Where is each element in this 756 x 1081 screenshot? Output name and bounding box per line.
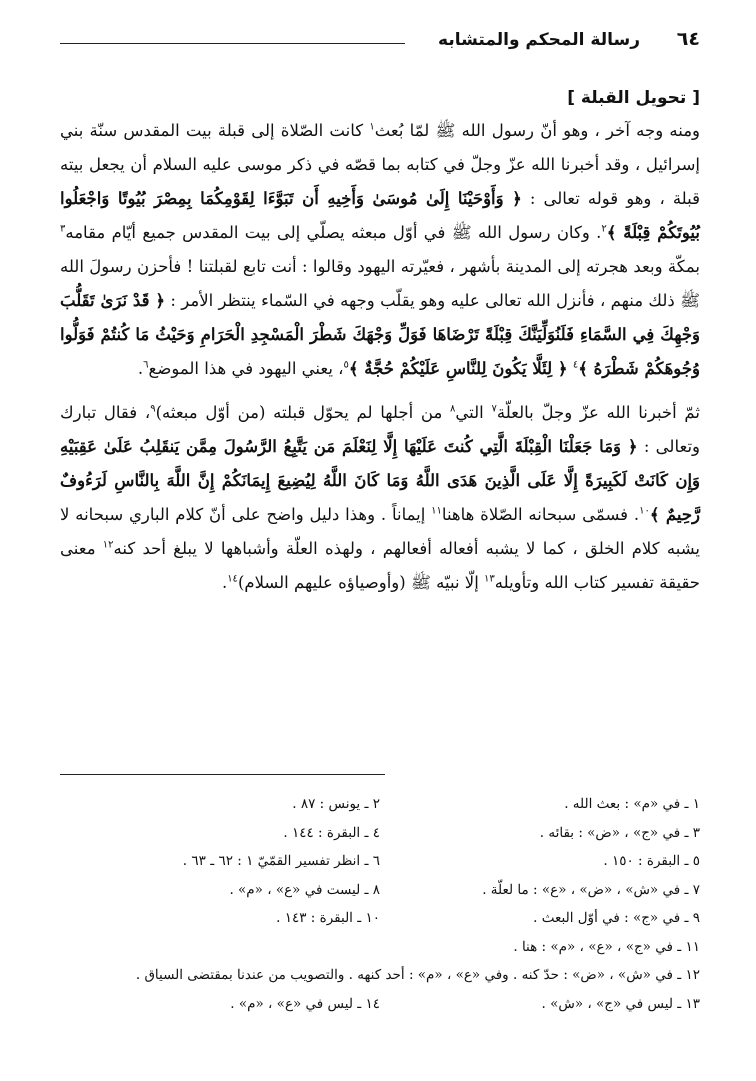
footnote-ref: ١٠ — [639, 505, 650, 517]
running-title: رسالة المحكم والمتشابه — [438, 30, 640, 50]
footnote-5: ٥ ـ البقرة : ١٥٠ . — [603, 853, 700, 869]
footnote-1: ١ ـ في «م» : بعث الله . — [564, 796, 700, 812]
footnotes — [60, 790, 700, 1018]
text: . — [221, 573, 228, 592]
quran-verse: ﴿ لِئَلَّا يَكُونَ لِلنَّاسِ عَلَيْكُمْ حُجَّةٌ ﴾ — [348, 359, 568, 378]
footnote-row — [60, 933, 700, 962]
text: إيماناً . وهذا دليل واضح على أنّ كلام الباري سبحانه لا يشبه كلام الخلق ، كما لا يشبه أفعاله أفعالهم ، ولهذه العلّة وأشباهها لا يبلغ أحد كنه — [60, 505, 701, 558]
text: ، فقال تبارك وتعالى : — [60, 403, 701, 456]
section-heading: [ تحويل القبلة ] — [567, 88, 700, 108]
footnote-ref: ٦ — [143, 359, 149, 371]
footnote-9: ٩ ـ في «ج» : في أوّل البعث . — [533, 910, 700, 926]
footnote-ref: ٤ — [572, 359, 579, 371]
footnote-separator — [60, 774, 385, 775]
text: ، يعني اليهود في هذا الموضع — [148, 359, 344, 378]
footnote-row — [60, 790, 700, 819]
text: . وكان رسول الله ﷺ في أوّل مبعثه يصلّي إلى بيت المقدس جميع أيّام مقامه — [65, 223, 602, 242]
footnote-row — [60, 819, 700, 848]
quran-verse: ﴿ وَأَوْحَيْنَا إِلَىٰ مُوسَىٰ وَأَخِيهِ أَن تَبَوَّءَا لِقَوْمِكُمَا بِمِصْرَ بُيُوتًا وَاجْعَلُوا بُيُوتَكُمْ قِبْلَةً ﴾ — [60, 189, 700, 242]
footnote-ref: ٩ — [150, 403, 156, 415]
header-rule — [60, 43, 405, 44]
paragraph-2 — [60, 396, 700, 600]
text: بمكّة وبعد هجرته إلى المدينة بأشهر ، فعيّرته اليهود وقالوا : أنت تابع لقبلتنا ! فأحزن رسولَ الله ﷺ ذلك منهم ، فأنزل الله تعالى عليه وهو يقلّب وجهه في السّماء ينتظر الأمر : — [60, 257, 700, 310]
running-header — [60, 28, 700, 58]
footnote-row — [60, 876, 700, 905]
footnote-11: ١١ ـ في «ج» ، «ع» ، «م» : هنا . — [513, 938, 700, 955]
footnote-13: ١٣ ـ ليس في «ج» ، «ش» . — [541, 995, 700, 1012]
footnote-row — [60, 904, 700, 933]
footnote-row — [60, 961, 700, 990]
footnote-row — [60, 847, 700, 876]
footnote-4: ٤ ـ البقرة : ١٤٤ . — [283, 824, 380, 841]
text: إلّا نبيّه ﷺ (وأوصياؤه عليهم السلام) — [237, 573, 479, 592]
footnote-2: ٢ ـ يونس : ٨٧ . — [292, 796, 380, 812]
footnote-ref: ١ — [369, 121, 375, 133]
text: التي — [455, 403, 484, 422]
footnote-7: ٧ ـ في «ش» ، «ض» ، «ع» : ما لعلّة . — [482, 881, 700, 898]
footnote-ref: ١٢ — [102, 539, 114, 551]
text: . فسمّى سبحانه الصّلاة هاهنا — [441, 505, 640, 524]
footnote-ref: ١٤ — [227, 573, 238, 585]
footnote-row — [60, 990, 700, 1019]
footnote-14: ١٤ ـ ليس في «ع» ، «م» . — [230, 995, 380, 1012]
paragraph-1 — [60, 114, 700, 386]
quran-verse: ﴿ قَدْ نَرَىٰ تَقَلُّبَ وَجْهِكَ فِي السَّمَاءِ فَلَنُوَلِّيَنَّكَ قِبْلَةً تَرْضَاهَا فَوَلِّ وَجْهَكَ شَطْرَ الْمَسْجِدِ الْحَرَامِ وَحَيْثُ مَا كُنتُمْ فَوَلُّوا وُجُوهَكُمْ شَطْرَهُ ﴾ — [60, 291, 700, 378]
footnote-ref: ١١ — [431, 505, 442, 517]
text: ثمّ أخبرنا الله عزّ وجلّ بالعلّة — [496, 403, 701, 422]
text: معنى حقيقة تفسير كتاب الله وتأويله — [60, 539, 700, 592]
quran-verse: ﴿ وَمَا جَعَلْنَا الْقِبْلَةَ الَّتِي كُنتَ عَلَيْهَا إِلَّا لِنَعْلَمَ مَن يَتَّبِعُ الرَّسُولَ مِمَّن يَنقَلِبُ عَلَىٰ عَقِبَيْهِ وَإِن كَانَتْ لَكَبِيرَةً إِلَّا عَلَى الَّذِينَ هَدَى اللَّهُ وَمَا كَانَ اللَّهُ لِيُضِيعَ إِيمَانَكُمْ إِنَّ اللَّهَ بِالنَّاسِ لَرَءُوفٌ رَّحِيمٌ ﴾ — [60, 437, 701, 524]
footnote-ref: ٣ — [60, 223, 66, 235]
footnote-ref: ١٣ — [484, 573, 495, 585]
footnote-ref: ٢ — [601, 223, 607, 235]
footnote-ref: ٥ — [343, 359, 349, 371]
footnote-ref: ٨ — [450, 403, 456, 415]
footnote-3: ٣ ـ في «ج» ، «ض» : بقائه . — [539, 824, 700, 841]
text: من أجلها لم يحوّل قبلته (من أوّل مبعثه) — [155, 403, 443, 422]
footnote-12: ١٢ ـ في «ش» ، «ض» : حدّ كنه . وفي «ع» ، «م» : أحد كنهه . والتصويب من عندنا بمقتضى السياق . — [135, 967, 700, 983]
page-number: ٦٤ — [676, 28, 700, 50]
text: ومنه وجه آخر ، وهو أنّ رسول الله ﷺ لمّا بُعث — [374, 121, 701, 140]
footnote-ref: ٧ — [491, 403, 497, 415]
text: كانت الصّلاة إلى قبلة بيت المقدس سنّة بني إسرائيل ، وقد أخبرنا الله عزّ وجلّ في كتابه بما قصّه في ذكر موسى عليه السلام أن يجعل بيته قبلة ، وهو قوله تعالى : — [60, 121, 700, 208]
footnote-10: ١٠ ـ البقرة : ١٤٣ . — [276, 910, 380, 926]
footnote-6: ٦ ـ انظر تفسير القمّيّ ١ : ٦٢ ـ ٦٣ . — [182, 853, 380, 869]
footnote-8: ٨ ـ ليست في «ع» ، «م» . — [229, 881, 380, 898]
book-page — [60, 28, 701, 1012]
text: . — [137, 359, 144, 378]
